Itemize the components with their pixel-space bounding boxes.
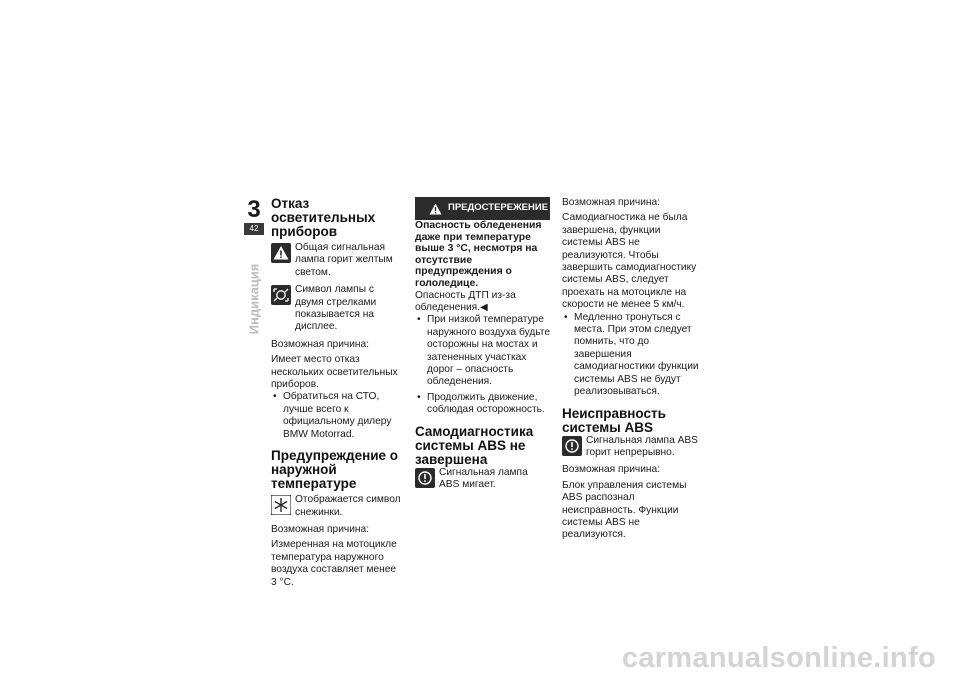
general-warning-row <box>271 242 404 279</box>
heading-abs-fault: Неисправность системы ABS <box>562 405 666 435</box>
column-2 <box>415 197 550 491</box>
page-number: 42 <box>244 223 264 235</box>
bullet-low-temperature: • При низкой температуре наружного воздуха будьте осторожны на мостах и затененных участках дорог – опасность обледенения. <box>415 314 550 388</box>
snowflake-row <box>271 494 404 519</box>
abs-warning-icon-2 <box>562 436 582 456</box>
abs-blinking-text: Сигнальная лампа ABS мигает. <box>439 466 528 491</box>
snowflake-icon <box>271 495 291 515</box>
lamp-symbol-text-content: Символ лампы с двумя стрелками показывается на дисплее. <box>295 284 377 333</box>
warning-triangle-icon <box>271 243 291 263</box>
abs-steady-text: Сигнальная лампа ABS горит непрерывно. <box>586 434 698 458</box>
chapter-title <box>243 244 265 354</box>
temperature-cause-text: Измеренная на мотоцикле температура наружного воздуха составляет менее 3 °С. <box>271 539 397 588</box>
heading-abs-self-diagnosis: Самодиагностика системы ABS не завершена <box>415 423 534 467</box>
bullet-service: • Обратиться на СТО, лучше всего к официальному дилеру BMW Motorrad. <box>271 391 404 441</box>
end-marker-icon: ◀ <box>480 301 488 313</box>
possible-cause-text: Имеет место отказ нескольких осветительных приборов. <box>271 354 398 391</box>
watermark: carmanualsonline.info <box>621 642 936 674</box>
heading-light-failure: Отказ осветительных приборов <box>271 196 376 239</box>
chapter-tab <box>244 196 264 242</box>
lamp-symbol-row <box>271 284 404 334</box>
possible-cause-label: Возможная причина: <box>271 338 370 350</box>
abs-blinking-row <box>415 467 550 492</box>
possible-cause-label-3: Возможная причина: <box>562 197 661 208</box>
bullet-start-slowly: • Медленно тронуться с места. При этом следует помнить, что до завершения самодиагностики функции системы ABS не будут реализовываться. <box>562 312 699 399</box>
column-1 <box>271 197 404 589</box>
abs-fault-cause-text: Блок управления системы ABS распознал неисправность. Функции системы ABS не реализуются. <box>562 479 687 541</box>
self-diagnosis-cause-text: Самодиагностика не была завершена, функции системы ABS не реализуются. Чтобы завершить самодиагностику системы ABS, следует проехать на мотоцикле на скорости не менее 5 км/ч. <box>562 212 697 311</box>
warning-text <box>415 290 550 315</box>
bullet-continue-carefully: • Продолжить движение, соблюдая осторожность. <box>415 392 550 417</box>
chapter-number: 3 <box>244 196 264 223</box>
chapter-title-text: Индикация <box>246 263 262 335</box>
warning-text-content: Опасность ДТП из-за обледенения. <box>415 289 516 313</box>
snowflake-text: Отображается символ снежинки. <box>295 494 401 518</box>
abs-steady-row <box>562 435 699 460</box>
general-warning-text: Общая сигнальная лампа горит желтым светом. <box>295 242 393 278</box>
lamp-arrows-icon <box>271 285 291 305</box>
warning-triangle-small-icon <box>429 203 442 215</box>
heading-temperature-warning: Предупреждение о наружной температуре <box>271 448 399 492</box>
warning-header <box>415 197 550 220</box>
column-3 <box>562 197 699 542</box>
warning-bold-text: Опасность обледенения даже при температуре выше 3 °С, несмотря на отсутствие предупреждения о гололедице. <box>415 220 542 289</box>
warning-title: ПРЕДОСТЕРЕЖЕНИЕ <box>448 202 549 214</box>
possible-cause-label-2: Возможная причина: <box>271 523 370 535</box>
possible-cause-label-4: Возможная причина: <box>562 464 661 476</box>
abs-warning-icon <box>415 468 435 488</box>
